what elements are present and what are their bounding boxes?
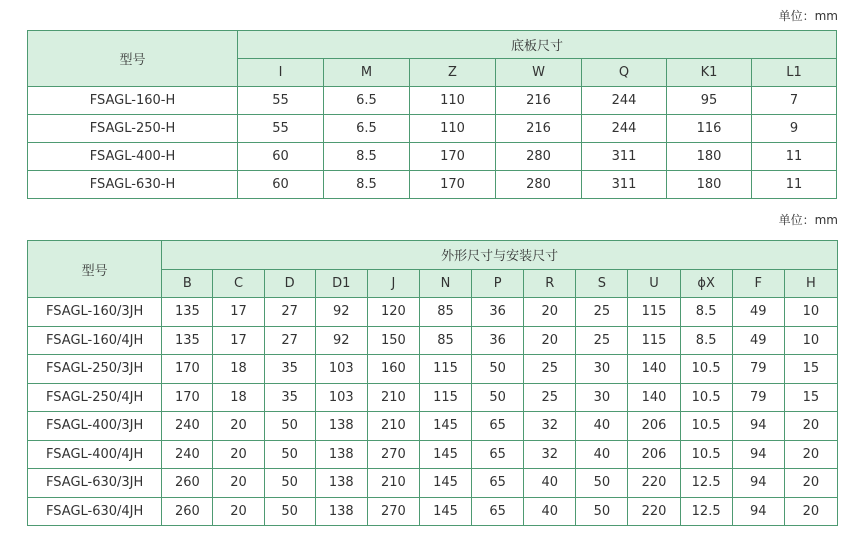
model-header: 型号 (28, 31, 238, 87)
column-header: D (264, 269, 315, 298)
value-cell: 36 (472, 326, 524, 355)
value-cell: 10.5 (680, 355, 732, 384)
value-cell: 40 (576, 440, 628, 469)
value-cell: 170 (410, 171, 496, 199)
value-cell: 180 (667, 171, 752, 199)
value-cell: 103 (315, 355, 367, 384)
value-cell: 8.5 (680, 326, 732, 355)
column-header: ϕX (680, 269, 732, 298)
value-cell: 311 (582, 171, 667, 199)
value-cell: 11 (752, 143, 837, 171)
column-header: K1 (667, 59, 752, 87)
outline-installation-dimensions-table (27, 240, 838, 526)
value-cell: 20 (213, 440, 264, 469)
value-cell: 65 (472, 412, 524, 441)
table-row (28, 298, 838, 327)
value-cell: 7 (752, 87, 837, 115)
value-cell: 20 (524, 326, 576, 355)
value-cell: 170 (162, 355, 213, 384)
value-cell: 8.5 (324, 143, 410, 171)
value-cell: 115 (419, 383, 471, 412)
value-cell: 20 (524, 298, 576, 327)
table-row (28, 412, 838, 441)
value-cell: 244 (582, 87, 667, 115)
table-row (28, 355, 838, 384)
value-cell: 17 (213, 326, 264, 355)
value-cell: 115 (628, 298, 680, 327)
column-header: J (367, 269, 419, 298)
value-cell: 15 (784, 355, 837, 384)
column-header: P (472, 269, 524, 298)
column-header: F (732, 269, 784, 298)
model-cell: FSAGL-250-H (28, 115, 238, 143)
value-cell: 92 (315, 326, 367, 355)
value-cell: 140 (628, 355, 680, 384)
column-header: U (628, 269, 680, 298)
value-cell: 79 (732, 355, 784, 384)
column-header: I (238, 59, 324, 87)
value-cell: 8.5 (680, 298, 732, 327)
value-cell: 311 (582, 143, 667, 171)
value-cell: 210 (367, 412, 419, 441)
value-cell: 40 (524, 469, 576, 498)
value-cell: 20 (213, 497, 264, 526)
model-cell: FSAGL-630/4JH (28, 497, 162, 526)
value-cell: 170 (410, 143, 496, 171)
value-cell: 160 (367, 355, 419, 384)
value-cell: 20 (213, 469, 264, 498)
value-cell: 220 (628, 497, 680, 526)
value-cell: 25 (524, 355, 576, 384)
value-cell: 10 (784, 298, 837, 327)
value-cell: 50 (576, 497, 628, 526)
model-cell: FSAGL-160-H (28, 87, 238, 115)
column-header: L1 (752, 59, 837, 87)
value-cell: 92 (315, 298, 367, 327)
value-cell: 110 (410, 87, 496, 115)
column-header: B (162, 269, 213, 298)
value-cell: 17 (213, 298, 264, 327)
value-cell: 138 (315, 469, 367, 498)
value-cell: 50 (264, 440, 315, 469)
value-cell: 49 (732, 326, 784, 355)
value-cell: 150 (367, 326, 419, 355)
value-cell: 115 (628, 326, 680, 355)
value-cell: 50 (472, 383, 524, 412)
value-cell: 145 (419, 412, 471, 441)
column-header: M (324, 59, 410, 87)
table-row (28, 383, 838, 412)
value-cell: 216 (496, 115, 582, 143)
value-cell: 18 (213, 355, 264, 384)
unit-label-bottom: 单位：mm (778, 213, 838, 227)
column-header: Q (582, 59, 667, 87)
value-cell: 140 (628, 383, 680, 412)
model-cell: FSAGL-400-H (28, 143, 238, 171)
value-cell: 25 (524, 383, 576, 412)
model-cell: FSAGL-160/4JH (28, 326, 162, 355)
column-header: Z (410, 59, 496, 87)
value-cell: 20 (784, 412, 837, 441)
table-row (28, 115, 837, 143)
value-cell: 94 (732, 497, 784, 526)
column-header: W (496, 59, 582, 87)
value-cell: 30 (576, 383, 628, 412)
column-header: N (419, 269, 471, 298)
model-cell: FSAGL-400/4JH (28, 440, 162, 469)
value-cell: 94 (732, 440, 784, 469)
value-cell: 135 (162, 326, 213, 355)
value-cell: 50 (264, 412, 315, 441)
value-cell: 94 (732, 412, 784, 441)
value-cell: 18 (213, 383, 264, 412)
value-cell: 280 (496, 171, 582, 199)
value-cell: 20 (784, 469, 837, 498)
value-cell: 6.5 (324, 87, 410, 115)
table-row (28, 469, 838, 498)
value-cell: 244 (582, 115, 667, 143)
value-cell: 10.5 (680, 383, 732, 412)
value-cell: 10.5 (680, 440, 732, 469)
baseplate-dimensions-table (27, 30, 837, 199)
value-cell: 216 (496, 87, 582, 115)
value-cell: 20 (784, 440, 837, 469)
value-cell: 8.5 (324, 171, 410, 199)
value-cell: 49 (732, 298, 784, 327)
value-cell: 120 (367, 298, 419, 327)
value-cell: 210 (367, 383, 419, 412)
value-cell: 85 (419, 298, 471, 327)
value-cell: 27 (264, 326, 315, 355)
value-cell: 15 (784, 383, 837, 412)
value-cell: 95 (667, 87, 752, 115)
model-cell: FSAGL-630/3JH (28, 469, 162, 498)
value-cell: 27 (264, 298, 315, 327)
value-cell: 180 (667, 143, 752, 171)
value-cell: 135 (162, 298, 213, 327)
value-cell: 60 (238, 171, 324, 199)
value-cell: 65 (472, 440, 524, 469)
model-cell: FSAGL-160/3JH (28, 298, 162, 327)
value-cell: 65 (472, 497, 524, 526)
value-cell: 32 (524, 412, 576, 441)
value-cell: 270 (367, 497, 419, 526)
group-header: 底板尺寸 (238, 31, 837, 59)
value-cell: 50 (472, 355, 524, 384)
table-row (28, 143, 837, 171)
value-cell: 116 (667, 115, 752, 143)
value-cell: 79 (732, 383, 784, 412)
value-cell: 145 (419, 440, 471, 469)
value-cell: 10.5 (680, 412, 732, 441)
value-cell: 12.5 (680, 497, 732, 526)
value-cell: 35 (264, 383, 315, 412)
value-cell: 170 (162, 383, 213, 412)
model-cell: FSAGL-400/3JH (28, 412, 162, 441)
value-cell: 210 (367, 469, 419, 498)
value-cell: 115 (419, 355, 471, 384)
column-header: R (524, 269, 576, 298)
model-header: 型号 (28, 241, 162, 298)
value-cell: 50 (576, 469, 628, 498)
value-cell: 145 (419, 497, 471, 526)
value-cell: 240 (162, 440, 213, 469)
value-cell: 138 (315, 412, 367, 441)
value-cell: 25 (576, 298, 628, 327)
value-cell: 35 (264, 355, 315, 384)
value-cell: 138 (315, 497, 367, 526)
value-cell: 270 (367, 440, 419, 469)
value-cell: 55 (238, 115, 324, 143)
value-cell: 10 (784, 326, 837, 355)
model-cell: FSAGL-250/3JH (28, 355, 162, 384)
value-cell: 30 (576, 355, 628, 384)
column-header: D1 (315, 269, 367, 298)
unit-label-top: 单位：mm (778, 9, 838, 23)
value-cell: 12.5 (680, 469, 732, 498)
column-header: H (784, 269, 837, 298)
group-header: 外形尺寸与安装尺寸 (162, 241, 838, 270)
value-cell: 110 (410, 115, 496, 143)
value-cell: 60 (238, 143, 324, 171)
value-cell: 65 (472, 469, 524, 498)
value-cell: 103 (315, 383, 367, 412)
table-row (28, 440, 838, 469)
table-row (28, 326, 838, 355)
value-cell: 240 (162, 412, 213, 441)
value-cell: 11 (752, 171, 837, 199)
table-row (28, 171, 837, 199)
value-cell: 85 (419, 326, 471, 355)
value-cell: 55 (238, 87, 324, 115)
value-cell: 50 (264, 497, 315, 526)
value-cell: 20 (784, 497, 837, 526)
value-cell: 40 (524, 497, 576, 526)
value-cell: 260 (162, 497, 213, 526)
value-cell: 32 (524, 440, 576, 469)
value-cell: 260 (162, 469, 213, 498)
table-row (28, 87, 837, 115)
value-cell: 280 (496, 143, 582, 171)
value-cell: 50 (264, 469, 315, 498)
model-cell: FSAGL-630-H (28, 171, 238, 199)
column-header: C (213, 269, 264, 298)
column-header: S (576, 269, 628, 298)
value-cell: 9 (752, 115, 837, 143)
value-cell: 20 (213, 412, 264, 441)
value-cell: 25 (576, 326, 628, 355)
value-cell: 40 (576, 412, 628, 441)
value-cell: 145 (419, 469, 471, 498)
table-row (28, 497, 838, 526)
value-cell: 206 (628, 440, 680, 469)
value-cell: 220 (628, 469, 680, 498)
value-cell: 36 (472, 298, 524, 327)
value-cell: 138 (315, 440, 367, 469)
value-cell: 94 (732, 469, 784, 498)
model-cell: FSAGL-250/4JH (28, 383, 162, 412)
value-cell: 6.5 (324, 115, 410, 143)
value-cell: 206 (628, 412, 680, 441)
